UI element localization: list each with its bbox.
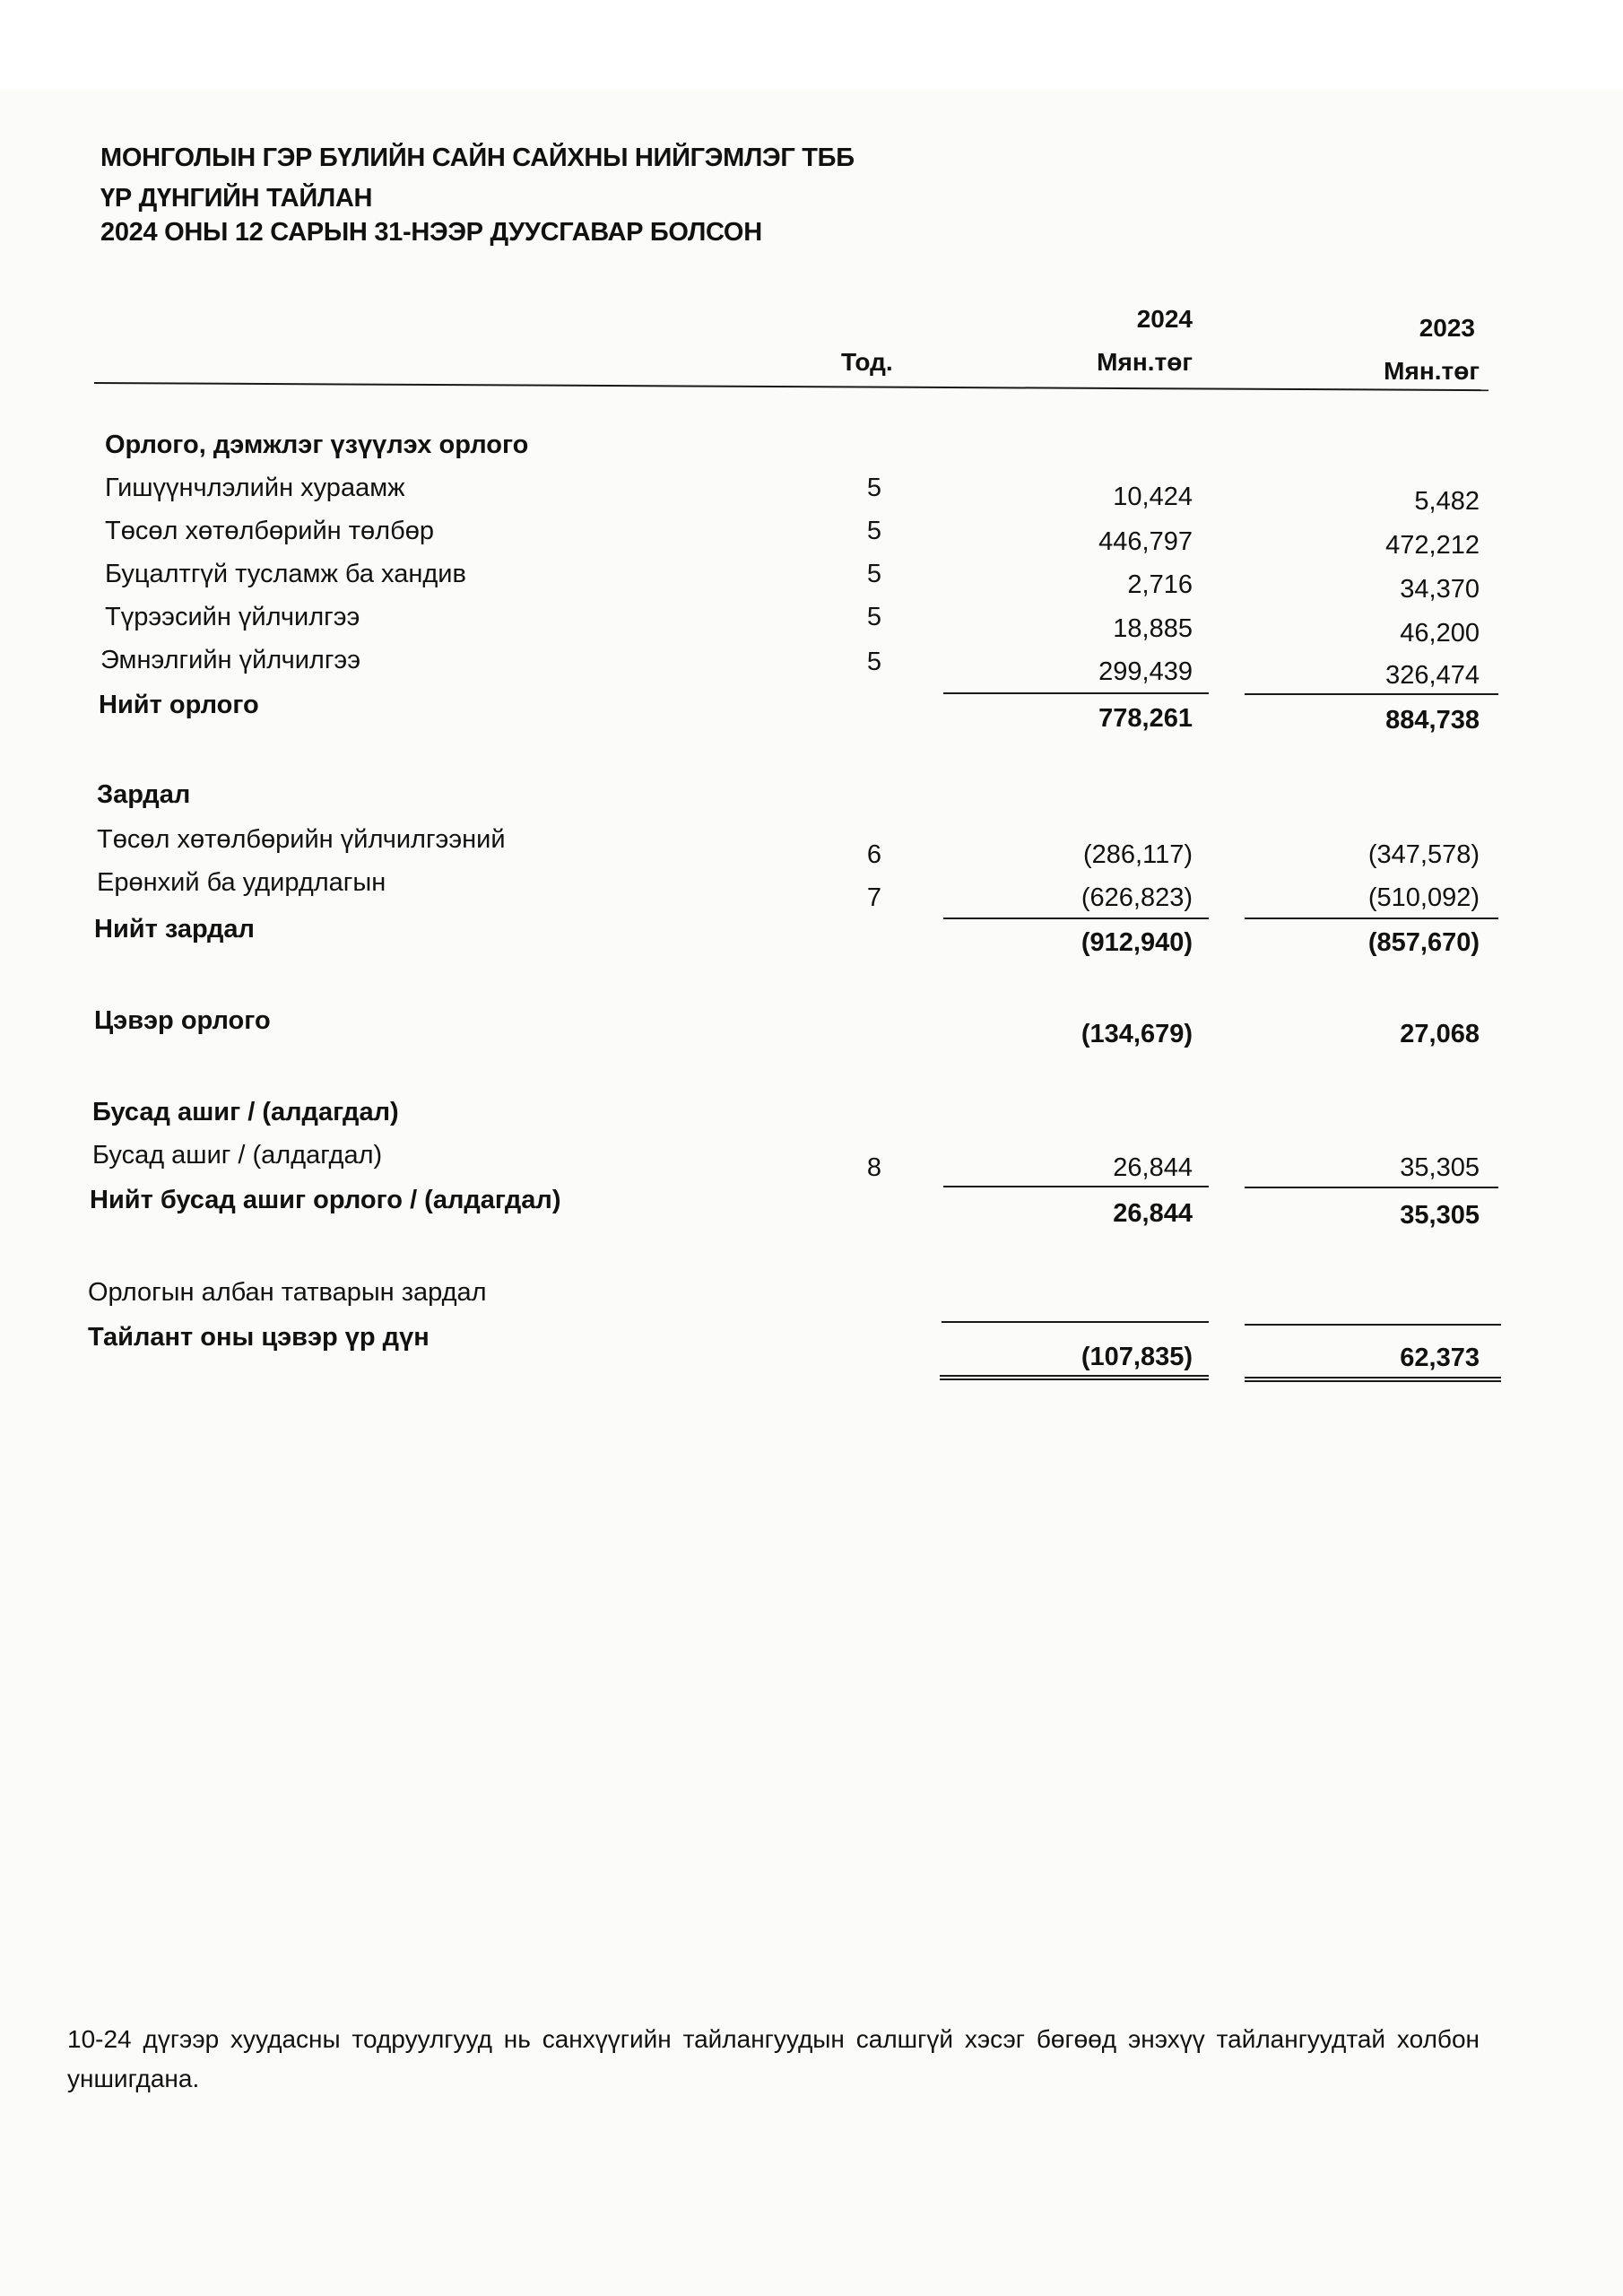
row-note: 5 <box>866 648 882 676</box>
expenses-heading: Зардал <box>97 780 191 809</box>
total-label: Нийт зардал <box>94 915 255 944</box>
tax-label: Орлогын албан татварын зардал <box>88 1278 487 1307</box>
row-note: 5 <box>866 474 882 502</box>
income-subtotal-rule-2024 <box>943 692 1209 694</box>
net-income-value-2023: 27,068 <box>1400 1020 1480 1048</box>
total-value-2024: 26,844 <box>1113 1199 1193 1228</box>
row-value-2024: 26,844 <box>1113 1153 1193 1182</box>
row-value-2024: 18,885 <box>1113 614 1193 643</box>
row-value-2023: (510,092) <box>1367 883 1480 912</box>
column-note: Тод. <box>841 348 893 376</box>
report-period: 2024 ОНЫ 12 САРЫН 31-НЭЭР ДУУСГАВАР БОЛСОН <box>100 218 762 247</box>
result-value-2023: 62,373 <box>1400 1344 1480 1372</box>
row-value-2023: 35,305 <box>1400 1153 1480 1182</box>
row-value-2023: (347,578) <box>1367 840 1480 869</box>
total-value-2023: 884,738 <box>1385 706 1480 735</box>
column-unit-2023: Мян.төг <box>1384 357 1480 385</box>
result-double-rule-2024 <box>940 1375 1209 1380</box>
tax-rule-2024 <box>942 1321 1209 1323</box>
column-unit-2024: Мян.төг <box>1097 348 1193 376</box>
row-value-2024: 2,716 <box>1127 570 1193 599</box>
row-label: Буцалтгүй тусламж ба хандив <box>105 560 466 588</box>
row-value-2024: (286,117) <box>1083 840 1193 869</box>
row-label: Бусад ашиг / (алдагдал) <box>92 1141 383 1170</box>
row-note: 5 <box>866 603 882 631</box>
row-label: Эмнэлгийн үйлчилгээ <box>100 646 360 674</box>
row-label: Ерөнхий ба удирдлагын <box>97 868 386 897</box>
report-title: ҮР ДҮНГИЙН ТАЙЛАН <box>100 184 373 213</box>
total-value-2024: (912,940) <box>1081 928 1193 957</box>
total-value-2024: 778,261 <box>1098 704 1193 733</box>
total-label: Нийт орлого <box>99 691 259 719</box>
row-value-2023: 5,482 <box>1414 487 1480 516</box>
row-value-2023: 472,212 <box>1385 531 1480 560</box>
net-income-label: Цэвэр орлого <box>94 1006 271 1035</box>
row-note: 5 <box>866 560 882 588</box>
organization-name: МОНГОЛЫН ГЭР БҮЛИЙН САЙН САЙХНЫ НИЙГЭМЛЭГ ТББ <box>100 144 855 172</box>
income-heading: Орлого, дэмжлэг үзүүлэх орлого <box>105 430 529 459</box>
row-value-2024: (626,823) <box>1081 883 1193 912</box>
result-double-rule-2023 <box>1245 1377 1501 1382</box>
row-label: Төсөл хөтөлбөрийн төлбөр <box>105 517 434 545</box>
expense-subtotal-rule-2024 <box>943 918 1209 919</box>
total-label: Нийт бусад ашиг орлого / (алдагдал) <box>90 1186 561 1214</box>
footer-note: 10-24 дүгээр хуудасны тодруулгууд нь санхүүгийн тайлангуудын салшгүй хэсэг бөгөөд энэхүү тайлангуудтай холбон уншигдана. <box>67 2025 1480 2092</box>
net-income-value-2024: (134,679) <box>1081 1020 1193 1048</box>
result-label: Тайлант оны цэвэр үр дүн <box>88 1323 430 1352</box>
row-value-2024: 299,439 <box>1098 657 1193 686</box>
row-note: 6 <box>866 840 882 869</box>
result-value-2024: (107,835) <box>1081 1343 1193 1371</box>
row-note: 8 <box>866 1153 882 1182</box>
other-subtotal-rule-2024 <box>943 1186 1209 1187</box>
total-value-2023: (857,670) <box>1367 928 1480 957</box>
column-year-2023: 2023 <box>1419 314 1475 342</box>
income-subtotal-rule-2023 <box>1245 693 1498 695</box>
row-value-2023: 34,370 <box>1400 575 1480 604</box>
row-value-2023: 46,200 <box>1400 619 1480 648</box>
row-value-2024: 446,797 <box>1098 527 1193 556</box>
expense-subtotal-rule-2023 <box>1245 918 1498 919</box>
row-label: Төсөл хөтөлбөрийн үйлчилгээний <box>97 825 506 854</box>
row-label: Гишүүнчлэлийн хураамж <box>105 474 405 502</box>
row-note: 7 <box>866 883 882 912</box>
other-heading: Бусад ашиг / (алдагдал) <box>92 1098 399 1126</box>
row-value-2024: 10,424 <box>1113 483 1193 511</box>
other-subtotal-rule-2023 <box>1245 1187 1498 1188</box>
column-year-2024: 2024 <box>1136 305 1193 333</box>
tax-rule-2023 <box>1245 1324 1501 1326</box>
row-value-2023: 326,474 <box>1385 661 1480 690</box>
row-label: Түрээсийн үйлчилгээ <box>105 603 360 631</box>
row-note: 5 <box>866 517 882 545</box>
total-value-2023: 35,305 <box>1400 1201 1480 1230</box>
